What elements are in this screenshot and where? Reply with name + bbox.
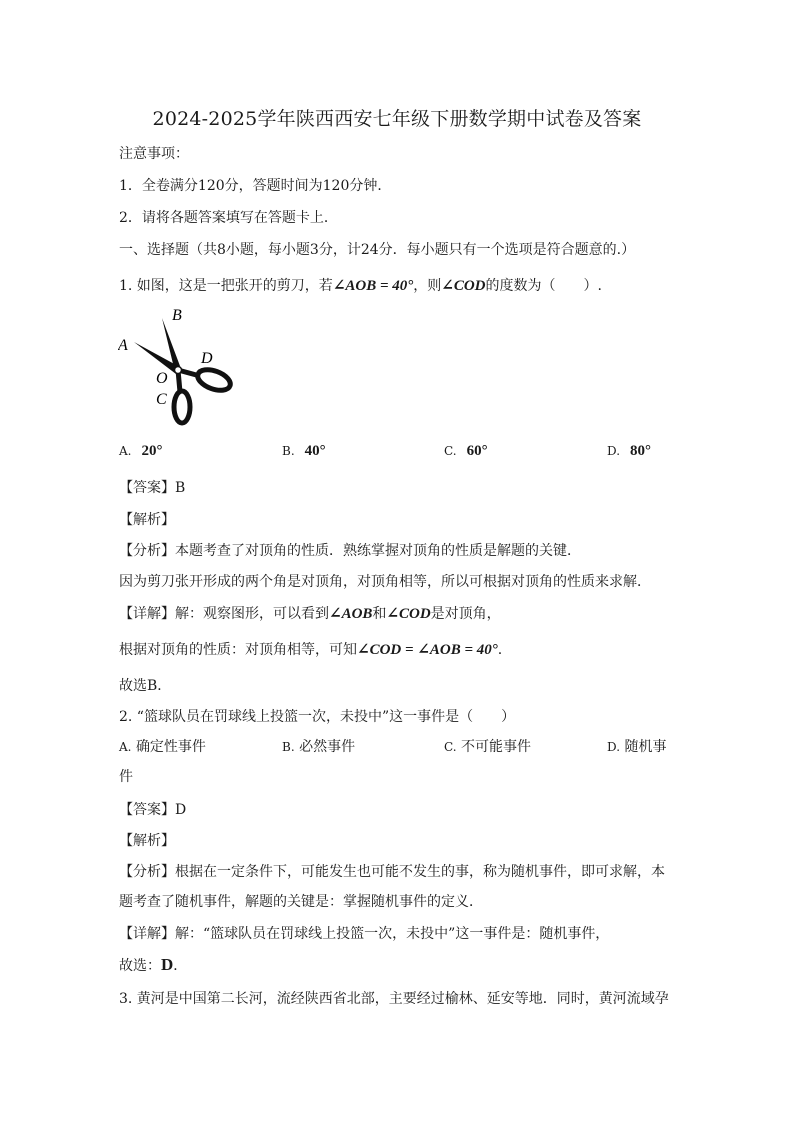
q1-stem-a: 1. 如图，这是一把张开的剪刀，若: [119, 278, 333, 294]
q1-option-d-letter: D.: [607, 444, 621, 458]
q1-detail-2: [119, 640, 502, 660]
q1-option-c-value: 60°: [466, 443, 488, 459]
q1-option-d-value: 80°: [630, 443, 652, 459]
q2-option-a-letter: A.: [119, 740, 132, 754]
q2-option-a-value: 确定性事件: [135, 739, 206, 755]
q1-option-c-letter: C.: [444, 444, 457, 458]
q1-option-b-value: 40°: [304, 443, 326, 459]
question-2-stem: 2. “篮球队员在罚球线上投篮一次，未投中”这一事件是（ ）: [119, 709, 516, 725]
q2-option-b[interactable]: [282, 737, 355, 757]
q2-option-b-value: 必然事件: [299, 739, 356, 755]
q2-option-c[interactable]: [444, 737, 531, 757]
q1-answer: 【答案】B: [119, 480, 186, 496]
section-heading: 一、选择题（共8小题，每小题3分，计24分．每小题只有一个选项是符合题意的.）: [119, 242, 636, 258]
q1-detail-c: 是对顶角，: [430, 606, 501, 622]
notice-heading: 注意事项：: [119, 146, 189, 162]
q1-stem-c: 的度数为（ ）.: [485, 278, 602, 294]
q2-option-d-value: 随机事: [624, 739, 667, 755]
q1-conclusion: 故选B．: [119, 678, 172, 694]
label-d: D: [201, 350, 213, 367]
q1-analysis-1: 【分析】本题考查了对顶角的性质．熟练掌握对顶角的性质是解题的关键．: [119, 543, 581, 559]
q1-analysis-2: 因为剪刀张开形成的两个角是对顶角，对顶角相等，所以可根据对顶角的性质来求解．: [119, 574, 651, 590]
q2-option-c-letter: C.: [444, 740, 457, 754]
q1-detail2-b: .: [497, 642, 503, 658]
q1-detail-b: 和: [372, 606, 387, 622]
q1-stem-b: ，则: [413, 278, 442, 294]
q1-option-d[interactable]: [607, 441, 651, 461]
q1-detail-a: 【详解】解：观察图形，可以看到: [119, 606, 329, 622]
q1-detail2-math: ∠COD = ∠AOB = 40°: [357, 642, 498, 658]
question-3-stem: 3. 黄河是中国第二长河，流经陕西省北部，主要经过榆林、延安等地．同时，黄河流域孕: [119, 991, 669, 1007]
handle-c-ring: [174, 391, 190, 423]
label-o: O: [156, 370, 168, 387]
q2-analysis-heading: 【解析】: [119, 833, 175, 849]
notice-item-2: 2．请将各题答案填写在答题卡上．: [119, 210, 338, 226]
q1-option-a-value: 20°: [141, 443, 163, 459]
q1-math-aob: ∠AOB = 40°: [332, 278, 414, 294]
label-b: B: [172, 307, 182, 324]
q2-conclusion-b: ．: [173, 958, 188, 974]
q2-conclusion-math: D: [161, 955, 174, 974]
q2-option-d-wrap: 件: [119, 769, 133, 785]
q1-option-b-letter: B.: [282, 444, 295, 458]
q2-conclusion: [119, 955, 187, 976]
q2-option-b-letter: B.: [282, 740, 295, 754]
label-a: A: [118, 337, 128, 354]
handle-d-ring: [195, 366, 233, 395]
q2-conclusion-a: 故选：: [119, 958, 161, 974]
q1-option-a[interactable]: [119, 441, 162, 461]
q2-answer: 【答案】D: [119, 802, 187, 818]
scissors-diagram: [118, 304, 238, 429]
q2-option-d[interactable]: [607, 737, 666, 757]
q2-option-a[interactable]: [119, 737, 206, 757]
q1-detail-math-cod: ∠COD: [386, 606, 431, 622]
q1-option-b[interactable]: [282, 441, 326, 461]
q1-detail: [119, 604, 501, 624]
q1-detail2-a: 根据对顶角的性质：对顶角相等，可知: [119, 642, 357, 658]
q2-analysis-1: 【分析】根据在一定条件下，可能发生也可能不发生的事，称为随机事件，即可求解，本: [119, 864, 665, 880]
question-1-stem: [119, 276, 602, 296]
pivot-point: [175, 367, 182, 374]
notice-item-1: 1．全卷满分120分，答题时间为120分钟．: [119, 178, 392, 194]
q1-analysis-heading: 【解析】: [119, 512, 175, 528]
scissors-figure: [118, 304, 238, 433]
q2-option-c-value: 不可能事件: [461, 739, 532, 755]
q1-option-c[interactable]: [444, 441, 488, 461]
q2-detail: 【详解】解：“篮球队员在罚球线上投篮一次，未投中”这一事件是：随机事件，: [119, 926, 610, 942]
q2-option-d-letter: D.: [607, 740, 621, 754]
q1-option-a-letter: A.: [119, 444, 132, 458]
label-c: C: [156, 391, 167, 408]
q1-detail-math-aob: ∠AOB: [329, 606, 373, 622]
page-title: 2024-2025学年陕西西安七年级下册数学期中试卷及答案: [152, 108, 642, 130]
q2-analysis-2: 题考查了随机事件，解题的关键是：掌握随机事件的定义．: [119, 894, 483, 910]
q1-math-cod: ∠COD: [441, 278, 486, 294]
